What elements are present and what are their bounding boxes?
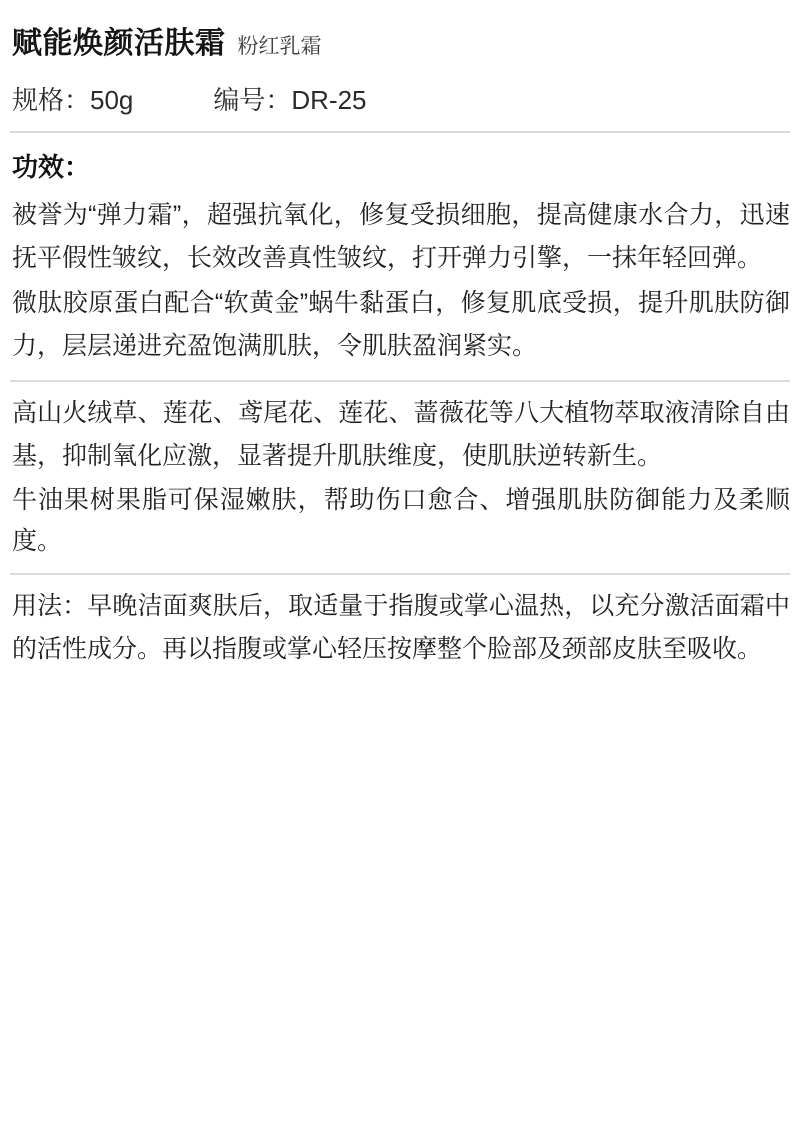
ingredients-paragraph: 牛油果树果脂可保湿嫩肤，帮助伤口愈合、增强肌肤防御能力及柔顺度。 — [12, 486, 790, 555]
usage-paragraph: 用法：早晚洁面爽肤后，取适量于指腹或掌心温热，以充分激活面霜中的活性成分。再以指腹或掌心轻压按摩整个脸部及颈部皮肤至吸收。 — [12, 592, 790, 663]
spec-size: 规格：50g — [12, 85, 134, 115]
spec-row — [10, 76, 790, 133]
ingredients-paragraph: 高山火绒草、莲花、鸢尾花、莲花、蔷薇花等八大植物萃取液清除自由基，抑制氧化应激，显著提升肌肤维度，使肌肤逆转新生。 — [12, 399, 790, 470]
product-subtitle: 粉红乳霜 — [237, 35, 322, 58]
spec-code: 编号：DR-25 — [213, 85, 367, 115]
page-title: 赋能焕颜活肤霜 — [12, 27, 226, 60]
efficacy-paragraph: 微肽胶原蛋白配合“软黄金”蜗牛黏蛋白，修复肌底受损，提升肌肤防御力，层层递进充盈饱满肌肤，令肌肤盈润紧实。 — [12, 289, 790, 360]
efficacy-section — [10, 133, 790, 380]
efficacy-paragraph: 被誉为“弹力霜”，超强抗氧化，修复受损细胞，提高健康水合力，迅速抚平假性皱纹，长效改善真性皱纹，打开弹力引擎，一抹年轻回弹。 — [12, 201, 790, 272]
title-row — [10, 0, 790, 76]
ingredients-section — [10, 380, 790, 573]
usage-section — [10, 573, 790, 683]
efficacy-heading: 功效： — [12, 152, 91, 182]
